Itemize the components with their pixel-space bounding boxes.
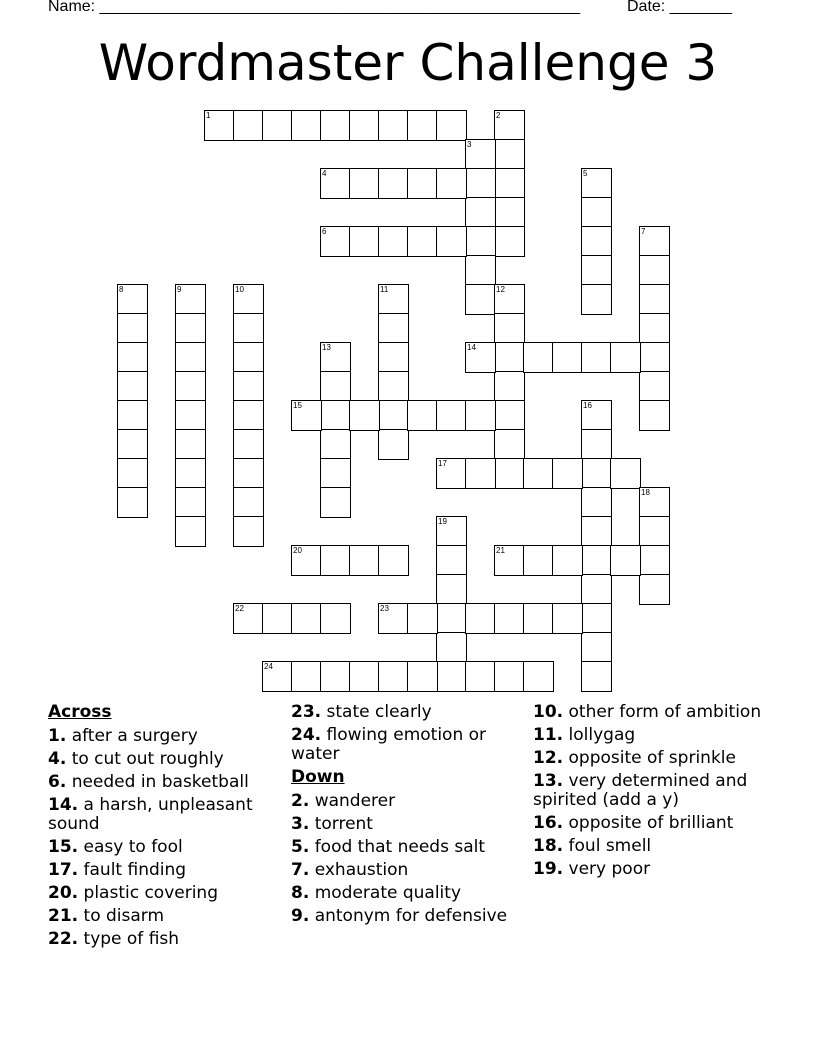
clue-item (291, 815, 516, 834)
grid-cell[interactable] (320, 487, 351, 518)
page-title: Wordmaster Challenge 3 (98, 34, 718, 92)
clue-text: needed in basketball (66, 772, 249, 792)
clue-number: 2. (291, 791, 310, 811)
grid-cell[interactable] (320, 429, 351, 460)
grid-cell[interactable] (378, 371, 409, 402)
clue-item (533, 814, 773, 833)
clue-item (48, 861, 278, 880)
clue-number: 14. (48, 795, 79, 815)
grid-cell[interactable] (233, 110, 264, 141)
grid-cell[interactable] (465, 255, 496, 286)
grid-cell[interactable] (610, 458, 641, 489)
clue-text: plastic covering (78, 883, 219, 903)
grid-cell[interactable] (233, 603, 264, 634)
grid-cell[interactable] (175, 400, 206, 431)
grid-cell[interactable] (320, 110, 351, 141)
grid-cell[interactable] (465, 284, 496, 315)
cell-number: 3 (467, 140, 472, 149)
clue-number: 13. (533, 771, 564, 791)
grid-cell[interactable] (320, 661, 351, 692)
grid-cell[interactable] (465, 603, 496, 634)
clue-item (291, 792, 516, 811)
clue-number: 23. (291, 702, 322, 722)
grid-cell[interactable] (494, 545, 525, 576)
clue-item (533, 726, 773, 745)
grid-cell[interactable] (117, 313, 148, 344)
grid-cell[interactable] (494, 313, 525, 344)
grid-cell[interactable] (436, 400, 467, 431)
grid-cell[interactable] (581, 429, 612, 460)
grid-cell[interactable] (581, 400, 612, 431)
cell-number: 4 (322, 169, 327, 178)
clue-text: opposite of brilliant (563, 813, 734, 833)
grid-cell[interactable] (349, 168, 380, 199)
clue-number: 16. (533, 813, 564, 833)
cell-number: 24 (264, 662, 273, 671)
grid-cell[interactable] (378, 400, 409, 431)
grid-cell[interactable] (233, 487, 264, 518)
grid-cell[interactable] (175, 342, 206, 373)
grid-cell[interactable] (320, 226, 351, 257)
grid-cell[interactable] (581, 226, 612, 257)
grid-cell[interactable] (378, 313, 409, 344)
cell-number: 23 (380, 604, 389, 613)
clue-item (48, 773, 278, 792)
grid-cell[interactable] (378, 545, 409, 576)
grid-cell[interactable] (639, 487, 670, 518)
clue-text: type of fish (78, 929, 180, 949)
clue-number: 6. (48, 772, 67, 792)
clue-number: 20. (48, 883, 79, 903)
cell-number: 17 (438, 459, 447, 468)
clue-item (48, 907, 278, 926)
cell-number: 6 (322, 227, 327, 236)
clue-column-1 (48, 703, 278, 953)
clue-text: food that needs salt (309, 837, 486, 857)
clue-number: 17. (48, 860, 79, 880)
grid-cell[interactable] (349, 110, 380, 141)
grid-cell[interactable] (349, 545, 380, 576)
clue-item (48, 796, 278, 834)
grid-cell[interactable] (436, 168, 467, 199)
grid-cell[interactable] (407, 226, 438, 257)
grid-cell[interactable] (175, 429, 206, 460)
grid-cell[interactable] (436, 661, 467, 692)
clue-text: easy to fool (78, 837, 183, 857)
clue-text: very determined and spirited (add a y) (533, 771, 748, 810)
grid-cell[interactable] (465, 168, 496, 199)
grid-cell[interactable] (581, 516, 612, 547)
grid-cell[interactable] (552, 342, 583, 373)
clue-number: 9. (291, 906, 310, 926)
grid-cell[interactable] (204, 110, 235, 141)
grid-cell[interactable] (639, 400, 670, 431)
grid-cell[interactable] (581, 342, 612, 373)
cell-number: 20 (293, 546, 302, 555)
grid-cell[interactable] (117, 284, 148, 315)
cell-number: 10 (235, 285, 244, 294)
grid-cell[interactable] (407, 603, 438, 634)
grid-cell[interactable] (465, 342, 496, 373)
clue-number: 11. (533, 725, 564, 745)
grid-cell[interactable] (494, 197, 525, 228)
clue-number: 5. (291, 837, 310, 857)
clue-item (291, 884, 516, 903)
grid-cell[interactable] (581, 603, 612, 634)
grid-cell[interactable] (523, 603, 554, 634)
grid-cell[interactable] (378, 110, 409, 141)
grid-cell[interactable] (233, 458, 264, 489)
clue-number: 22. (48, 929, 79, 949)
clue-text: other form of ambition (563, 702, 762, 722)
clue-number: 4. (48, 749, 67, 769)
grid-cell[interactable] (581, 168, 612, 199)
clue-item (533, 772, 773, 810)
cell-number: 13 (322, 343, 331, 352)
grid-cell[interactable] (581, 458, 612, 489)
cell-number: 14 (467, 343, 476, 352)
grid-cell[interactable] (233, 371, 264, 402)
grid-cell[interactable] (117, 458, 148, 489)
grid-cell[interactable] (291, 603, 322, 634)
clue-item (533, 837, 773, 856)
cell-number: 18 (641, 488, 650, 497)
grid-cell[interactable] (436, 226, 467, 257)
grid-cell[interactable] (233, 516, 264, 547)
grid-cell[interactable] (494, 661, 525, 692)
grid-cell[interactable] (436, 545, 467, 576)
clue-item (291, 838, 516, 857)
clue-number: 19. (533, 859, 564, 879)
cell-number: 8 (119, 285, 124, 294)
cell-number: 21 (496, 546, 505, 555)
grid-cell[interactable] (436, 603, 467, 634)
grid-cell[interactable] (494, 458, 525, 489)
clue-item (291, 907, 516, 926)
grid-cell[interactable] (581, 661, 612, 692)
grid-cell[interactable] (639, 255, 670, 286)
clue-item (48, 727, 278, 746)
grid-cell[interactable] (523, 545, 554, 576)
clue-text: torrent (309, 814, 373, 834)
grid-cell[interactable] (610, 342, 641, 373)
grid-cell[interactable] (117, 429, 148, 460)
grid-cell[interactable] (175, 516, 206, 547)
clue-number: 3. (291, 814, 310, 834)
cell-number: 22 (235, 604, 244, 613)
grid-cell[interactable] (465, 197, 496, 228)
clue-text: flowing emotion or water (291, 725, 487, 764)
grid-cell[interactable] (494, 284, 525, 315)
grid-cell[interactable] (465, 139, 496, 170)
clue-number: 1. (48, 726, 67, 746)
grid-cell[interactable] (494, 429, 525, 460)
clue-text: wanderer (309, 791, 396, 811)
clue-text: after a surgery (66, 726, 198, 746)
clue-number: 24. (291, 725, 322, 745)
grid-cell[interactable] (581, 574, 612, 605)
grid-cell[interactable] (581, 487, 612, 518)
grid-cell[interactable] (262, 661, 293, 692)
grid-cell[interactable] (581, 632, 612, 663)
cell-number: 7 (641, 227, 646, 236)
grid-cell[interactable] (494, 110, 525, 141)
clue-section-heading: Down (291, 767, 345, 787)
grid-cell[interactable] (378, 168, 409, 199)
clue-item (291, 726, 516, 764)
clue-text: to disarm (78, 906, 165, 926)
grid-cell[interactable] (552, 545, 583, 576)
grid-cell[interactable] (639, 284, 670, 315)
clue-item (48, 838, 278, 857)
grid-cell[interactable] (175, 487, 206, 518)
grid-cell[interactable] (494, 226, 525, 257)
grid-cell[interactable] (320, 371, 351, 402)
grid-cell[interactable] (436, 110, 467, 141)
grid-cell[interactable] (494, 400, 525, 431)
clue-number: 7. (291, 860, 310, 880)
grid-cell[interactable] (378, 661, 409, 692)
grid-cell[interactable] (494, 168, 525, 199)
clue-number: 8. (291, 883, 310, 903)
grid-cell[interactable] (552, 603, 583, 634)
clue-text: foul smell (563, 836, 652, 856)
grid-cell[interactable] (117, 342, 148, 373)
grid-cell[interactable] (233, 284, 264, 315)
grid-cell[interactable] (523, 661, 554, 692)
grid-cell[interactable] (639, 226, 670, 257)
grid-cell[interactable] (291, 110, 322, 141)
grid-cell[interactable] (581, 197, 612, 228)
grid-cell[interactable] (320, 400, 351, 431)
grid-cell[interactable] (291, 545, 322, 576)
clue-text: antonym for defensive (309, 906, 508, 926)
clue-item (291, 861, 516, 880)
grid-cell[interactable] (320, 545, 351, 576)
cell-number: 2 (496, 111, 501, 120)
cell-number: 16 (583, 401, 592, 410)
clue-text: lollygag (563, 725, 636, 745)
grid-cell[interactable] (639, 545, 670, 576)
date-line: Date: _______ (627, 0, 732, 15)
grid-cell[interactable] (175, 313, 206, 344)
clue-number: 10. (533, 702, 564, 722)
grid-cell[interactable] (378, 429, 409, 460)
grid-cell[interactable] (233, 400, 264, 431)
grid-cell[interactable] (378, 284, 409, 315)
grid-cell[interactable] (378, 342, 409, 373)
grid-cell[interactable] (436, 574, 467, 605)
grid-cell[interactable] (436, 458, 467, 489)
cell-number: 1 (206, 111, 211, 120)
grid-cell[interactable] (465, 661, 496, 692)
grid-cell[interactable] (523, 342, 554, 373)
grid-cell[interactable] (349, 661, 380, 692)
clue-item (291, 703, 516, 722)
grid-cell[interactable] (175, 284, 206, 315)
clue-item (48, 750, 278, 769)
grid-cell[interactable] (639, 313, 670, 344)
grid-cell[interactable] (262, 603, 293, 634)
clue-item (533, 860, 773, 879)
clue-section-heading: Across (48, 702, 112, 722)
grid-cell[interactable] (639, 574, 670, 605)
grid-cell[interactable] (552, 458, 583, 489)
cell-number: 19 (438, 517, 447, 526)
grid-cell[interactable] (639, 342, 670, 373)
grid-cell[interactable] (581, 284, 612, 315)
grid-cell[interactable] (407, 400, 438, 431)
clue-number: 18. (533, 836, 564, 856)
grid-cell[interactable] (407, 661, 438, 692)
grid-cell[interactable] (291, 400, 322, 431)
grid-cell[interactable] (320, 342, 351, 373)
clue-text: fault finding (78, 860, 187, 880)
clue-item (48, 884, 278, 903)
grid-cell[interactable] (233, 313, 264, 344)
grid-cell[interactable] (407, 110, 438, 141)
clue-text: to cut out roughly (66, 749, 224, 769)
grid-cell[interactable] (117, 487, 148, 518)
grid-cell[interactable] (378, 603, 409, 634)
name-line: Name: ______________________________________________________ (48, 0, 581, 15)
clue-text: a harsh, unpleasant sound (48, 795, 253, 834)
cell-number: 12 (496, 285, 505, 294)
grid-cell[interactable] (494, 371, 525, 402)
clue-text: state clearly (321, 702, 432, 722)
grid-cell[interactable] (349, 400, 380, 431)
cell-number: 15 (293, 401, 302, 410)
grid-cell[interactable] (117, 371, 148, 402)
grid-cell[interactable] (233, 342, 264, 373)
grid-cell[interactable] (639, 516, 670, 547)
clue-column-2 (291, 703, 516, 930)
clue-item (533, 749, 773, 768)
clue-text: opposite of sprinkle (563, 748, 736, 768)
grid-cell[interactable] (320, 168, 351, 199)
grid-cell[interactable] (581, 255, 612, 286)
grid-cell[interactable] (233, 429, 264, 460)
grid-cell[interactable] (581, 545, 612, 576)
grid-cell[interactable] (610, 545, 641, 576)
grid-cell[interactable] (320, 458, 351, 489)
grid-cell[interactable] (465, 226, 496, 257)
grid-cell[interactable] (436, 516, 467, 547)
grid-cell[interactable] (639, 371, 670, 402)
grid-cell[interactable] (320, 603, 351, 634)
grid-cell[interactable] (523, 458, 554, 489)
cell-number: 9 (177, 285, 182, 294)
clue-text: exhaustion (309, 860, 409, 880)
clue-number: 15. (48, 837, 79, 857)
grid-cell[interactable] (494, 603, 525, 634)
grid-cell[interactable] (262, 110, 293, 141)
cell-number: 11 (380, 285, 389, 294)
clue-item (48, 930, 278, 949)
clue-item (533, 703, 773, 722)
clue-text: moderate quality (309, 883, 462, 903)
grid-cell[interactable] (291, 661, 322, 692)
grid-cell[interactable] (117, 400, 148, 431)
grid-cell[interactable] (407, 168, 438, 199)
cell-number: 5 (583, 169, 588, 178)
clue-number: 21. (48, 906, 79, 926)
grid-cell[interactable] (436, 632, 467, 663)
grid-cell[interactable] (175, 458, 206, 489)
grid-cell[interactable] (378, 226, 409, 257)
grid-cell[interactable] (494, 342, 525, 373)
grid-cell[interactable] (465, 458, 496, 489)
grid-cell[interactable] (494, 139, 525, 170)
grid-cell[interactable] (175, 371, 206, 402)
clue-number: 12. (533, 748, 564, 768)
clue-column-3 (533, 703, 773, 883)
clue-text: very poor (563, 859, 651, 879)
grid-cell[interactable] (465, 400, 496, 431)
grid-cell[interactable] (349, 226, 380, 257)
